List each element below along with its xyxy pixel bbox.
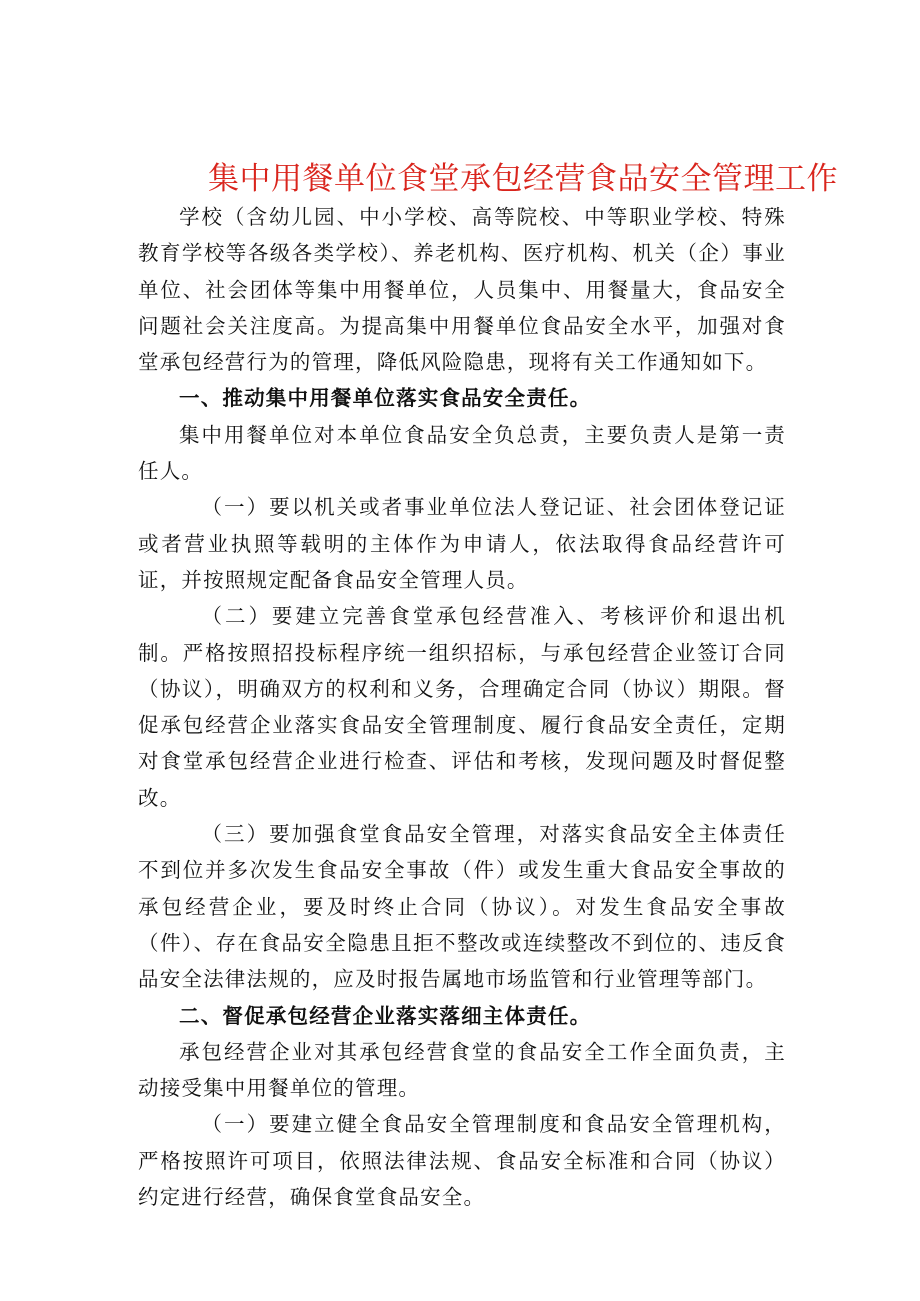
section-1-lead: 集中用餐单位对本单位食品安全负总责，主要负责人是第一责任人。 [138, 422, 786, 484]
section-1-item-3: （三）要加强食堂食品安全管理，对落实食品安全主体责任不到位并多次发生食品安全事故（件）或发生重大食品安全事故的承包经营企业，要及时终止合同（协议）。对发生食品安全事故（件）、存在食品安全隐患且拒不整改或连续整改不到位的、违反食品安全法律法规的，应及时报告属地市场监管和行业管理等部门。 [138, 822, 786, 992]
document-title: 集中用餐单位食堂承包经营食品安全管理工作 [208, 161, 838, 197]
intro-paragraph: 学校（含幼儿园、中小学校、高等院校、中等职业学校、特殊教育学校等各级各类学校）、养老机构、医疗机构、机关（企）事业单位、社会团体等集中用餐单位，人员集中、用餐量大，食品安全问题社会关注度高。为提高集中用餐单位食品安全水平，加强对食堂承包经营行为的管理，降低风险隐患，现将有关工作通知如下。 [138, 205, 786, 375]
section-2-heading: 二、督促承包经营企业落实落细主体责任。 [179, 1003, 592, 1028]
document-body [138, 199, 786, 1215]
section-1-item-2: （二）要建立完善食堂承包经营准入、考核评价和退出机制。严格按照招投标程序统一组织招标，与承包经营企业签订合同（协议），明确双方的权利和义务，合理确定合同（协议）期限。督促承包经营企业落实食品安全管理制度、履行食品安全责任，定期对食堂承包经营企业进行检查、评估和考核，发现问题及时督促整改。 [138, 604, 786, 810]
section-1-heading: 一、推动集中用餐单位落实食品安全责任。 [179, 386, 592, 411]
section-2-item-1: （一）要建立健全食品安全管理制度和食品安全管理机构，严格按照许可项目，依照法律法规、食品安全标准和合同（协议）约定进行经营，确保食堂食品安全。 [138, 1112, 786, 1210]
section-2-lead: 承包经营企业对其承包经营食堂的食品安全工作全面负责，主动接受集中用餐单位的管理。 [138, 1039, 786, 1101]
section-1-item-1: （一）要以机关或者事业单位法人登记证、社会团体登记证或者营业执照等载明的主体作为申请人，依法取得食品经营许可证，并按照规定配备食品安全管理人员。 [138, 495, 786, 592]
